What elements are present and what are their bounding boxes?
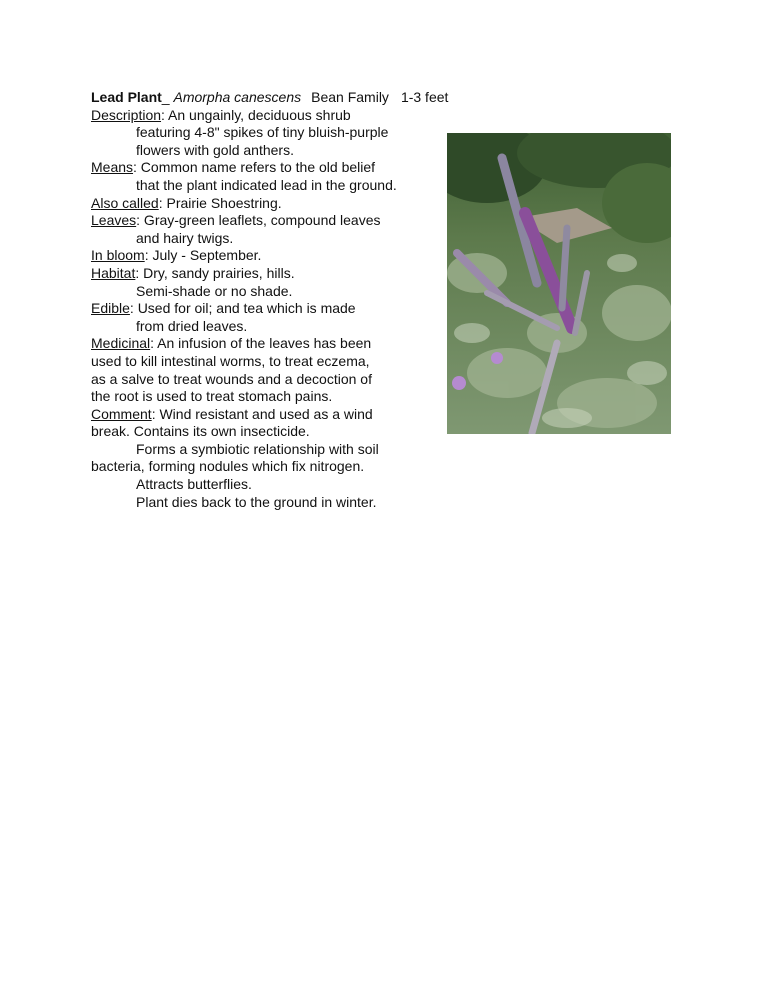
means-text: : Common name refers to the old belief	[133, 159, 376, 176]
description-text: : An ungainly, deciduous shrub	[161, 106, 351, 123]
leaves-line: and hairy twigs.	[136, 229, 234, 246]
leaves-row	[91, 212, 491, 230]
description-line: flowers with gold anthers.	[136, 141, 294, 158]
comment-line: break. Contains its own insecticide.	[91, 423, 310, 440]
medicinal-line: as a salve to treat wounds and a decoction of	[91, 370, 372, 387]
medicinal-line: used to kill intestinal worms, to treat eczema,	[91, 352, 370, 369]
also-called-row	[91, 195, 491, 213]
comment-label: Comment	[91, 405, 152, 422]
habitat-line: Semi-shade or no shade.	[136, 282, 293, 299]
comment-line: Plant dies back to the ground in winter.	[136, 493, 377, 510]
edible-row	[91, 300, 491, 318]
medicinal-line: the root is used to treat stomach pains.	[91, 388, 333, 405]
edible-label: Edible	[91, 300, 130, 317]
edible-line: from dried leaves.	[136, 317, 248, 334]
habitat-text: : Dry, sandy prairies, hills.	[135, 264, 295, 281]
plant-height: 1-3 feet	[400, 89, 449, 105]
title-row	[91, 89, 491, 107]
comment-text: : Wind resistant and used as a wind	[151, 405, 373, 422]
lead-plant-photo	[447, 133, 671, 434]
scientific-name: Amorpha canescens	[173, 89, 302, 105]
description-row	[91, 107, 491, 125]
habitat-label: Habitat	[91, 264, 136, 281]
common-name: Lead Plant	[91, 89, 162, 105]
in-bloom-text: : July - September.	[144, 247, 262, 264]
leaves-label: Leaves	[91, 212, 137, 229]
habitat-row	[91, 265, 491, 283]
plant-family: Bean Family	[311, 89, 389, 105]
leaves-text: : Gray-green leaflets, compound leaves	[136, 212, 381, 229]
comment-line: Attracts butterflies.	[136, 476, 252, 493]
means-row	[91, 159, 491, 177]
means-label: Means	[91, 159, 134, 176]
also-called-text: : Prairie Shoestring.	[158, 194, 282, 211]
in-bloom-label: In bloom	[91, 247, 145, 264]
title-underscore: _	[161, 89, 170, 105]
comment-row	[91, 406, 491, 424]
description-label: Description	[91, 106, 162, 123]
means-line: that the plant indicated lead in the ground.	[136, 176, 397, 193]
comment-line: Forms a symbiotic relationship with soil	[136, 440, 379, 457]
medicinal-label: Medicinal	[91, 335, 151, 352]
edible-text: : Used for oil; and tea which is made	[129, 300, 356, 317]
medicinal-row	[91, 335, 491, 353]
description-line: featuring 4-8" spikes of tiny bluish-purple	[136, 124, 389, 141]
in-bloom-row	[91, 247, 491, 265]
medicinal-text: : An infusion of the leaves has been	[150, 335, 372, 352]
also-called-label: Also called	[91, 194, 159, 211]
comment-line: bacteria, forming nodules which fix nitrogen.	[91, 458, 365, 475]
plant-fact-sheet	[91, 89, 491, 511]
